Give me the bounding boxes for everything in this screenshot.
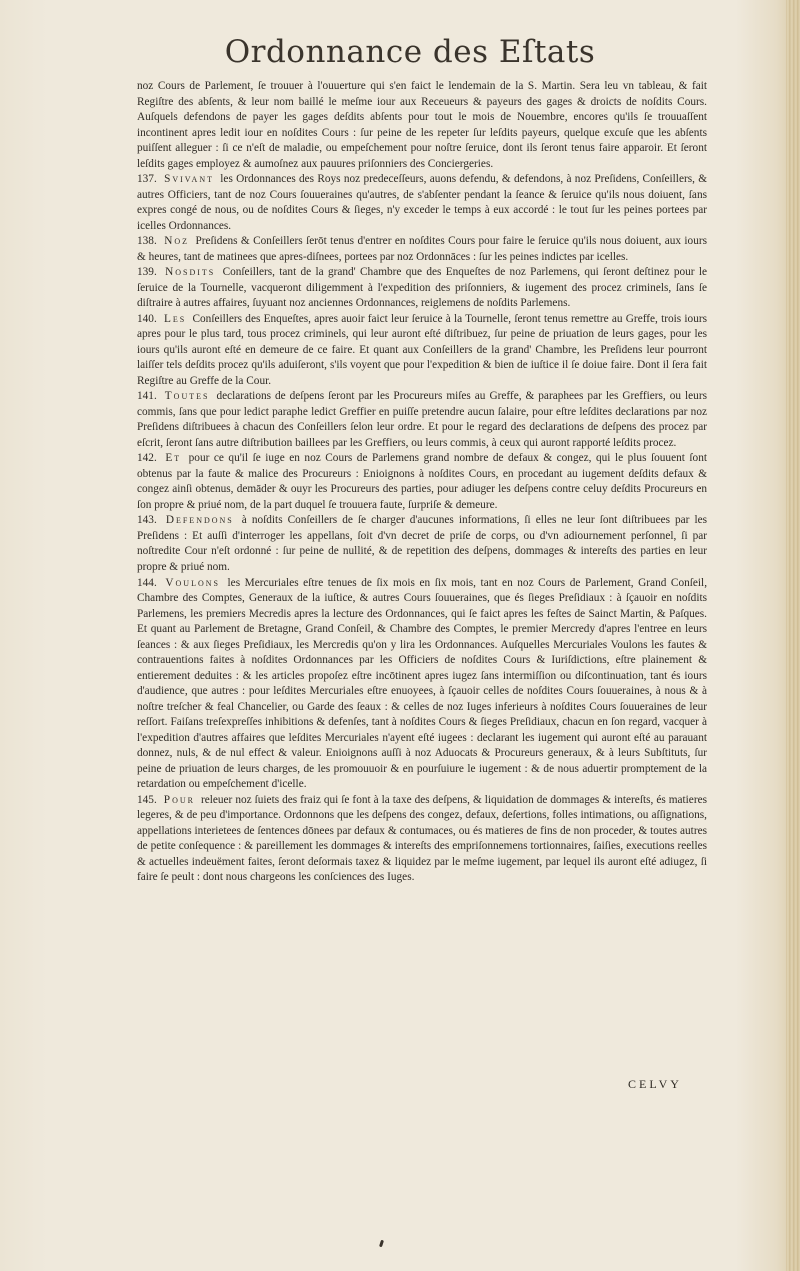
article-text: les Ordonnances des Roys noz predeceſſeurs, auons defendu, & defendons, à noz Preſidens, Conſeillers, & autres Officiers, tant de noz Cours ſouueraines qu'autres, de s'abſenter pendant la ſeance & ſeruice qu'ils nous doiuent, ſans expres congé de nous, ou de noſdites Cours & ſieges, n'y exceder le temps à eux accordé : le tout ſur les peines portees par icelles Ordonnances. [137,173,708,232]
article-143 [137,513,707,575]
article-137 [137,172,707,234]
article-number: 137. [137,173,157,186]
article-number: 140. [137,312,157,325]
article-text: à noſdits Conſeillers de ſe charger d'aucunes informations, ſi elles ne leur ſont diſtribuees par les Preſidens : Et auſſi d'interroger les appellans, ſoit d'vn decret de priſe de corps, ou d'vn adiournement perſonnel, ſi par noſtredite Cour n'eſt ordonné : ſur peine de nullité, & de repetition des deſpens, dommages & intereſts des parties en leur propre & priué nom. [137,514,708,573]
article-text: Preſidens & Conſeillers ſerōt tenus d'entrer en noſdites Cours pour faire le ſeruice qu'ils nous doiuent, aux iours & heures, tant de matinees que apres-diſnees, portees par noz Ordonnāces : ſur les peines indictes par icelles. [137,235,708,263]
article-number: 143. [137,514,157,527]
article-lead-word: Toutes [164,390,210,403]
article-text: Conſeillers, tant de la grand' Chambre que des Enqueſtes de noz Parlemens, qui ſeront deſtinez pour le ſeruice de la Tournelle, vacqueront diligemment à l'expedition des priſonniers, & iugement des procez criminels, ſans ſe diſtraire à autres affaires, ſuyuant noz anciennes Ordonnances, reiglemens de noſdits Parlemens. [137,266,707,310]
article-140 [137,312,707,390]
article-number: 139. [137,266,157,279]
article-number: 142. [137,452,157,465]
article-lead-word: Pour [163,793,195,806]
running-title: Ordonnance des Eſtats [224,34,596,70]
article-138 [137,234,707,265]
article-text: Conſeillers des Enqueſtes, apres auoir faict leur ſeruice à la Tournelle, ſeront tenus remettre au Greffe, trois iours apres pour le plus tard, tous procez criminels, qui leur auront eſté diſtribuez, ſur peine de priuation de leurs gages, pour les iours qu'ils auront eſté en demeure de ce faire. Et quant aux Conſeillers de la grand' Chambre, les Preſidens leur pourront laiſſer tels deſdits procez qu'ils aduiſeront, s'ils voyent que pour l'expedition & bien de iuſtice il ſe doiue faire. Dont il ſera fait Regiſtre au Greffe de la Cour. [137,312,707,387]
article-number: 138. [137,235,157,248]
article-lead-word: Nosdits [165,266,216,279]
document-body [137,79,707,886]
article-number: 145. [137,793,157,806]
article-text: releuer noz ſuiets des fraiz qui ſe font à la taxe des deſpens, & liquidation de dommages & intereſts, és matieres legeres, & de peu d'importance. Ordonnons que les deſpens des congez, defaux, deſertions, folles intimations, ou aſſignations, appellations interietees de ſentences dōnees par defaux & contumaces, ou és matieres de fins de non proceder, & toutes autres de petite conſequence : & pareillement les dommages & intereſts des empriſonnemens tortionnaires, ſaiſies, executions reelles & actuelles indeuëment faites, ſeront deſormais taxez & liquidez par le meſme iugement, par lequel ils auront eſté adiugez, ſi faire ſe peult : dont nous chargeons les conſciences des Iuges. [137,793,707,884]
article-lead-word: Noz [164,235,190,248]
catchword: CELVY [628,1077,682,1091]
article-text: pour ce qu'il ſe iuge en noz Cours de Parlemens grand nombre de defaux & congez, qui le plus ſouuent ſont obtenus par la faute & malice des Procureurs : Enioignons à noſdites Cours, en procedant au iugement deſdits defaux & congez ainſi obtenus, demāder & ouyr les Procureurs des parties, pour adiuger les deſpens contre celuy deſdits Procureurs en ſon propre & priué nom, de la part duquel ſe trouuera faute, ſurpriſe & demeure. [137,452,707,511]
article-lead-word: Et [165,452,182,465]
article-number: 141. [137,390,157,403]
article-text: les Mercuriales eſtre tenues de ſix mois en ſix mois, tant en noz Cours de Parlement, Grand Conſeil, Chambre des Comptes, Generaux de la iuſtice, & autres Cours ſouueraines, que és ſieges Preſidiaux : à ſçauoir en noſdits Parlemens, les premiers Mecredis apres la lecture des Ordonnances, qui ſe faict apres les feſtes de Sainct Martin, & Paſques. Et quant au Parlement de Bretagne, Grand Conſeil, & Chambre des Comptes, le premier Mercredy d'apres l'entree en leurs ſeances : & aux ſieges Preſidiaux, les Mercredis qu'on y lira les Ordonnances. Auſquelles Mercuriales Voulons les fautes & contrauentions faites à noſdites Ordonnances par les Officiers de noſdites Cours & Iuriſdictions, eſtre plainement & entierement deduites : & les articles propoſez eſtre incōtinent apres iugez ſans intermiſſion ou diſcontinuation, tant és iours d'audience, que autres : pour leſdites Mercuriales eſtre enuoyees, à ſçauoir celles de noſdites Cours ſouueraines, à nous & à noſtre treſcher & feal Chancelier, ou Garde des ſeaux : & celles de noz Iuges inferieurs à noſdites Cours ſouueraines de leur reſſort. Faiſans treſexpreſſes inhibitions & defenſes, tant à noſdites Cours & ſieges Preſidiaux, chacun en ſon regard, vacquer à l'expedition d'autres affaires que leſdites Mercuriales n'ayent eſté iugees : declarant les iugement qui auront eſté au parauant donnez, nuls, & de nul effect & valeur. Enioignons auſſi à noz Aduocats & Procureurs generaux, & à leurs Subſtituts, ſur peine de priuation de leurs charges, de les promouuoir & en pourſuiure le iugement : & de nous aduertir promptement de la retardation ou empeſchement d'icelle. [137,576,708,791]
article-lead-word: Defendons [165,514,234,527]
article-145 [137,793,707,886]
article-141 [137,389,707,451]
article-lead-word: Svivant [164,173,214,186]
article-139 [137,265,707,312]
article-text: declarations de deſpens ſeront par les Procureurs miſes au Greffe, & paraphees par les Greffiers, ou leurs commis, ſans que pour ledict paraphe ledict Greffier en puiſſe pretendre aucun ſalaire, pour eſtre leſdites declarations par noz Preſidens diſtribuees à chacun des Conſeillers ſelon leur ordre. Et pour le regard des declarations de deſpens des procez par eſcrit, ſeront ſans autre diſtribution baillees par les Greffiers, ou leurs commis, à ceux qui auront rapporté leſdits procez. [137,390,707,449]
article-142 [137,451,707,513]
page-edge [786,0,800,1271]
intro-paragraph: noz Cours de Parlement, ſe trouuer à l'ouuerture qui s'en faict le lendemain de la S. Martin. Sera leu vn tableau, & fait Regiſtre des abſents, & leur nom baillé le meſme iour aux Receueurs & payeurs des gages & droicts de noſdits Cours. Auſquels defendons de payer les gages deſdits abſents pour tout le mois de Nouembre, encores qu'ils ſe trouuaſſent incontinent apres ledit iour en noſdites Cours : ſur peine de les repeter ſur leſdits payeurs, quelque excuſe que les abſents puiſſent alleguer : ſi ce n'eſt de maladie, ou empeſchement pour noſtre ſeruice, dont ils ſeront tenus faire apparoir. Et ſeront leſdits gages employez & aumoſnez aux pauures priſonniers des Conciergeries. [137,80,707,170]
article-lead-word: Voulons [165,576,220,589]
article-144 [137,576,707,793]
article-number: 144. [137,576,157,589]
article-lead-word: Les [164,312,187,325]
